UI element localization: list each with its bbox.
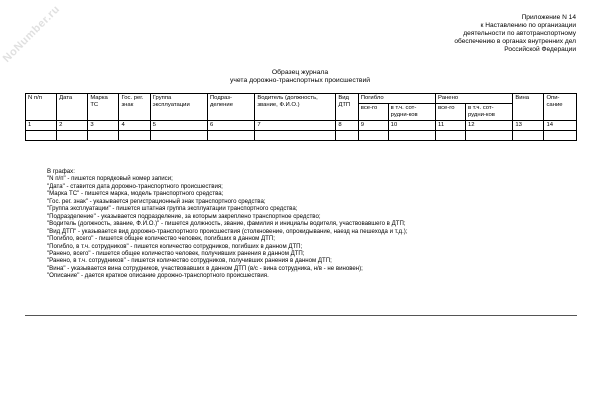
- header-cell-num: N п/п: [26, 94, 57, 121]
- legend-item: "Ранено, всего" - пишется общее количество человек, получивших ранения в данном ДТП;: [47, 249, 305, 257]
- header-line: Российской Федерации: [504, 46, 576, 54]
- header-cell-brand: Марка ТС: [88, 94, 119, 121]
- column-number-row: [26, 120, 577, 130]
- column-number: 3: [88, 120, 119, 130]
- column-number: 5: [150, 120, 207, 130]
- header-cell-injured-staff: в т.ч. сот-рудни-ков: [465, 103, 512, 120]
- legend-item: "Подразделение" - указывается подразделение, за которым закреплено транспортное средство;: [47, 212, 321, 220]
- header-cell-injured-total: все-го: [436, 103, 466, 120]
- empty-cell: [26, 130, 57, 140]
- header-line: к Наставлению по организации: [480, 22, 576, 30]
- empty-cell: [358, 130, 388, 140]
- header-cell-unit: Подраз-деление: [207, 94, 254, 121]
- column-number: 4: [119, 120, 150, 130]
- column-number: 1: [26, 120, 57, 130]
- empty-cell: [150, 130, 207, 140]
- header-cell-desc: Опи-сание: [544, 94, 577, 121]
- watermark: NoNumber.ru: [0, 3, 63, 65]
- appendix-header: [454, 14, 576, 54]
- legend-item: "N п/п" - пишется порядковый номер записи;: [47, 175, 173, 183]
- header-line: Приложение N 14: [521, 14, 576, 21]
- column-number: 12: [465, 120, 512, 130]
- legend-item: "Гос. рег. знак" - указывается регистрационный знак транспортного средства;: [47, 197, 266, 205]
- title-line-2: учета дорожно-транспортных происшествий: [229, 77, 371, 85]
- document-title: [0, 69, 600, 85]
- column-number: 10: [388, 120, 435, 130]
- header-cell-group: Группа эксплуатации: [150, 94, 207, 121]
- empty-cell: [513, 130, 544, 140]
- title-line-1: Образец журнала: [271, 69, 329, 76]
- column-number: 9: [358, 120, 388, 130]
- header-line: деятельности по автотранспортному: [463, 30, 576, 38]
- column-number: 11: [436, 120, 466, 130]
- journal-table: [25, 93, 577, 141]
- empty-cell: [436, 130, 466, 140]
- legend-item: "Группа эксплуатации" - пишется штатная группа эксплуатации транспортного средства;: [47, 205, 298, 213]
- header-cell-type: Вид ДТП: [336, 94, 358, 121]
- empty-cell: [207, 130, 254, 140]
- header-line: обеспечению в органах внутренних дел: [454, 38, 576, 46]
- empty-cell: [255, 130, 336, 140]
- column-number: 2: [57, 120, 88, 130]
- empty-cell: [336, 130, 358, 140]
- legend-item: "Вид ДТП" - указывается вид дорожно-транспортного происшествия (столкновение, опрокидывание, наезд на пешехода и т.д.);: [47, 227, 408, 235]
- header-cell-driver: Водитель (должность, звание, Ф.И.О.): [255, 94, 336, 121]
- header-cell-injured: Ранено: [436, 94, 513, 104]
- empty-cell: [57, 130, 88, 140]
- empty-cell: [544, 130, 577, 140]
- legend-item: "Ранено, в т.ч. сотрудников" - пишется количество сотрудников, получивших ранения в данном ДТП;: [47, 257, 332, 265]
- legend-item: "Дата" - ставится дата дорожно-транспортного происшествия;: [47, 182, 223, 190]
- header-cell-reg: Гос. рег. знак: [119, 94, 150, 121]
- header-cell-fault: Вина: [513, 94, 544, 121]
- empty-entry-row: [26, 130, 577, 140]
- empty-cell: [88, 130, 119, 140]
- header-cell-killed-total: все-го: [358, 103, 388, 120]
- empty-cell: [119, 130, 150, 140]
- legend-item: "Погибло, в т.ч. сотрудников" - пишется количество сотрудников, погибших в данном ДТП;: [47, 242, 303, 250]
- bottom-divider: [25, 315, 577, 316]
- legend-item: "Погибло, всего" - пишется общее количество человек, погибших в данном ДТП;: [47, 235, 275, 243]
- header-cell-date: Дата: [57, 94, 88, 121]
- legend-heading: В графах:: [47, 168, 75, 175]
- header-cell-killed-staff: в т.ч. сот-рудни-ков: [388, 103, 435, 120]
- empty-cell: [465, 130, 512, 140]
- column-number: 8: [336, 120, 358, 130]
- column-number: 7: [255, 120, 336, 130]
- legend-item: "Водитель (должность, звание, Ф.И.О.)" - пишется должность, звание, фамилия и инициалы водителя, участвовавшего в ДТП;: [47, 220, 406, 228]
- legend-item: "Вина" - указывается вина сотрудников, участвовавших в данном ДТП (в/с - вина сотрудника, н/в - не виновен);: [47, 264, 363, 272]
- legend-item: "Марка ТС" - пишется марка, модель транспортного средства;: [47, 190, 224, 198]
- empty-cell: [388, 130, 435, 140]
- table-header-row: [26, 94, 577, 104]
- legend-block: [47, 168, 408, 280]
- column-number: 14: [544, 120, 577, 130]
- column-number: 13: [513, 120, 544, 130]
- legend-item: "Описание" - дается краткое описание дорожно-транспортного происшествия.: [47, 272, 269, 280]
- header-cell-killed: Погибло: [358, 94, 435, 104]
- column-number: 6: [207, 120, 254, 130]
